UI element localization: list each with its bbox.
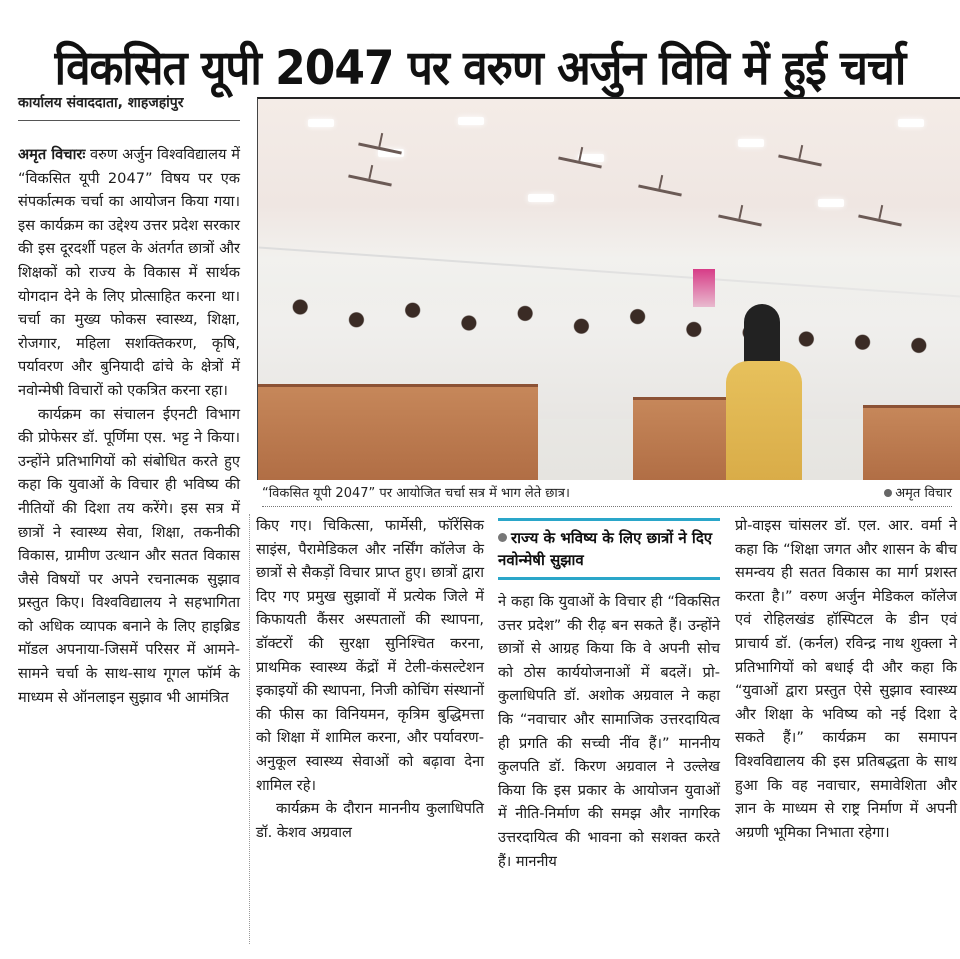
bullet-icon (498, 533, 507, 542)
article-column-4 (735, 514, 957, 844)
bullet-icon (884, 489, 892, 497)
paragraph: कार्यक्रम के दौरान माननीय कुलाधिपति डॉ. केशव अग्रवाल (256, 800, 484, 841)
article-column-2 (256, 514, 484, 844)
ceiling-fan (718, 214, 762, 226)
column-divider (249, 514, 250, 944)
credit-text: अमृत विचार (895, 486, 952, 501)
paragraph: प्रो-वाइस चांसलर डॉ. एल. आर. वर्मा ने कहा कि “शिक्षा जगत और शासन के बीच समन्वय ही सतत विकास का मार्ग प्रशस्त करता है।” वरुण अर्जुन मेडिकल कॉलेज एवं रोहिलखंड हॉस्पिटल के डीन एवं प्राचार्य डॉ. (कर्नल) रविन्द्र नाथ शुक्ला ने प्रतिभागियों को बधाई दी और कहा कि “युवाओं द्वारा प्रस्तुत ऐसे सुझाव स्वास्थ्य और शिक्षा के भविष्य को नई दिशा दे सकते हैं।” कार्यक्रम का समापन विश्वविद्यालय की इस प्रतिबद्धता के साथ हुआ कि वह नवाचार, समावेशिता और ज्ञान के माध्यम से राष्ट्र निर्माण में अपनी अग्रणी भूमिका निभाता रहेगा। (735, 517, 957, 841)
paragraph: किए गए। चिकित्सा, फार्मेसी, फॉरेंसिक साइंस, पैरामेडिकल और नर्सिंग कॉलेज के छात्रों से सैकड़ों विचार प्राप्त हुए। छात्रों द्वारा दिए गए प्रमुख सुझावों में प्रत्येक जिले में किफायती कैंसर अस्पतालों की स्थापना, डॉक्टरों की सुरक्षा सुनिश्चित करना, प्राथमिक स्वास्थ्य केंद्रों में टेली-कंसल्टेशन इकाइयों की स्थापना, निजी कोचिंग संस्थानों की फीस का विनियमन, कृत्रिम बुद्धिमत्ता को शिक्षा में शामिल करना, और पर्यावरण-अनुकूल स्वास्थ्य सेवाओं को बढ़ावा देना शामिल रहे। (256, 517, 484, 794)
speaker (726, 361, 802, 480)
article-photo (257, 97, 960, 480)
ceiling-light (898, 119, 924, 127)
paragraph-text: वरुण अर्जुन विश्वविद्यालय में “विकसित यूपी 2047” विषय पर एक संपर्कात्मक चर्चा का आयोजन किया गया। इस कार्यक्रम का उद्देश्य उत्तर प्रदेश सरकार की इस दूरदर्शी पहल के अंतर्गत छात्रों और शिक्षकों को राज्य के विकास में सार्थक योगदान देने के लिए प्रोत्साहित करना था। चर्चा का मुख्य फोकस स्वास्थ्य, शिक्षा, रोजगार, महिला सशक्तिकरण, कृषि, पर्यावरण और बुनियादी ढांचे के क्षेत्रों में नवोन्मेषी विचारों को एकत्रित करना रहा। (18, 146, 240, 399)
subheading-text: राज्य के भविष्य के लिए छात्रों ने दिए नवोन्मेषी सुझाव (498, 529, 713, 569)
ceiling-fan (348, 174, 392, 186)
ceiling-fan (778, 154, 822, 166)
ceiling-light (308, 119, 334, 127)
byline: कार्यालय संवाददाता, शाहजहांपुर (18, 92, 240, 121)
caption-text: “विकसित यूपी 2047” पर आयोजित चर्चा सत्र में भाग लेते छात्र। (262, 486, 570, 501)
ceiling-light (528, 194, 554, 202)
dateline: अमृत विचारः (18, 146, 86, 163)
paragraph: कार्यक्रम का संचालन ईएनटी विभाग की प्रोफेसर डॉ. पूर्णिमा एस. भट्ट ने किया। उन्होंने प्रतिभागियों को संबोधित करते हुए कहा कि युवाओं के विचार ही भविष्य की नीतियों की दिशा तय करेंगे। इस सत्र में छात्रों ने स्वास्थ्य सेवा, शिक्षा, तकनीकी विकास, ग्रामीण उत्थान और सतत विकास जैसे विषयों पर अपने रचनात्मक सुझाव प्रस्तुत किए। विश्वविद्यालय ने सहभागिता को अधिक व्यापक बनाने के लिए हाइब्रिड मॉडल अपनाया-जिसमें परिसर में आमने-सामने चर्चा के साथ-साथ गूगल फॉर्म के माध्यम से ऑनलाइन सुझाव भी आमंत्रित (18, 405, 240, 706)
paragraph: ने कहा कि युवाओं के विचार ही “विकसित उत्तर प्रदेश” की रीढ़ बन सकते हैं। उन्होंने छात्रों से आग्रह किया कि वे अपनी सोच को ठोस कार्ययोजनाओं में बदलें। प्रो-कुलाधिपति डॉ. अशोक अग्रवाल ने कहा कि “नवाचार और सामाजिक उत्तरदायित्व ही प्रगति की सच्ची नींव हैं।” माननीय कुलपति डॉ. किरण अग्रवाल ने उल्लेख किया कि इस प्रकार के आयोजन युवाओं में नीति-निर्माण की समझ और नागरिक उत्तरदायित्व की भावना को सशक्त करते हैं। माननीय (498, 593, 720, 870)
article-column-1 (18, 143, 240, 709)
ceiling-light (818, 199, 844, 207)
photo-credit (884, 482, 952, 506)
ceiling-fan (858, 214, 902, 226)
desk (863, 405, 960, 480)
ceiling-fan (638, 184, 682, 196)
desk (633, 397, 728, 480)
ceiling-light (458, 117, 484, 125)
headline: विकसित यूपी 2047 पर वरुण अर्जुन विवि में हुई चर्चा (54, 41, 906, 97)
photo-caption (262, 482, 952, 507)
paragraph (18, 143, 240, 403)
subheading (498, 518, 720, 580)
article-column-3 (498, 590, 720, 873)
ceiling-light (738, 139, 764, 147)
desk (258, 384, 538, 480)
